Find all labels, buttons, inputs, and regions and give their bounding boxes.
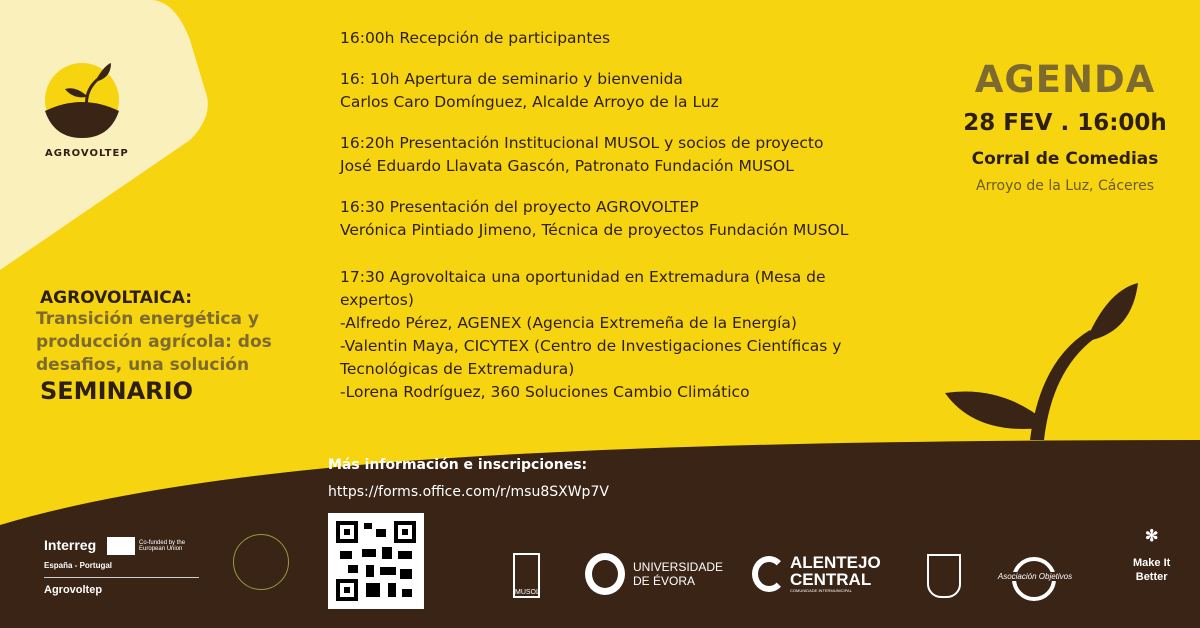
info-label: Más información e inscripciones: [328,457,588,473]
subtitle-line: Transición energética y [36,309,259,329]
agenda-time-title: 16:20h Presentación Institucional MUSOL y socios de proyecto [340,134,824,152]
agenda-line: expertos) [340,291,414,309]
agenda-line: -Alfredo Pérez, AGENEX (Agencia Extremeña de la Energía) [340,314,797,332]
seminar-kicker: AGROVOLTAICA: [40,288,193,308]
seminar-subtitle [36,308,272,377]
agenda-item [340,266,848,404]
agenda-list [340,27,848,422]
event-date: 28 FEV . 16:00h [963,110,1167,136]
interreg-text: Interreg [44,537,97,554]
region-text: España - Portugal [44,561,113,571]
agenda-speaker: Carlos Caro Domínguez, Alcalde Arroyo de la Luz [340,93,719,111]
evora-line: DE ÉVORA [633,574,696,588]
alentejo-line: CENTRAL [790,570,872,589]
agenda-line: -Lorena Rodríguez, 360 Soluciones Cambio Climático [340,383,750,401]
agenda-item [340,196,848,242]
agenda-heading: AGENDA [974,58,1156,101]
alentejo-icon [752,556,786,592]
qr-code-icon [336,521,416,601]
registration-link[interactable]: https://forms.office.com/r/msu8SXWp7V [328,484,609,500]
agenda-line: -Valentin Maya, CICYTEX (Centro de Investigaciones Científicas y [340,337,842,355]
objetivos-logo [992,557,1078,581]
evora-line: UNIVERSIDADE [633,560,724,574]
butterfly-icon: ✻ [1144,528,1159,545]
agenda-time-title: 16: 10h Apertura de seminario y bienvenida [340,70,683,88]
agenda-item [340,132,848,178]
event-venue: Corral de Comedias [971,149,1159,169]
makeitbetter-logo [1133,530,1170,584]
agenda-time-title: 16:30 Presentación del proyecto AGROVOLTEP [340,198,699,216]
subtitle-line: desafios, una solución [36,355,250,375]
event-place: Arroyo de la Luz, Cáceres [976,178,1154,194]
musol-logo [513,553,540,598]
agenda-speaker: José Eduardo Llavata Gascón, Patronato Fundación MUSOL [340,157,794,175]
evora-icon [585,553,625,595]
agenda-speaker: Verónica Pintiado Jimeno, Técnica de proyectos Fundación MUSOL [340,221,849,239]
makeit-line: Make It [1133,557,1171,569]
evora-logo [585,553,723,595]
eu-flag-icon [107,537,135,555]
brown-ground [0,440,1200,628]
musol-text: MUSOL [515,589,540,596]
municipal-shield-icon [927,554,961,598]
subtitle-line: producción agrícola: dos [36,332,272,352]
agenda-item [340,27,848,50]
qr-code[interactable] [328,513,424,609]
logo-text: AGROVOLTEP [45,148,129,159]
windmill-logo-icon [233,534,289,590]
alentejo-line: ALENTEJO [790,553,881,572]
seminar-title [36,288,272,405]
alentejo-sub: COMUNIDADE INTERMUNICIPAL [790,588,852,593]
seminar-type: SEMINARIO [40,377,193,405]
makeit-line: Better [1135,571,1168,583]
alentejo-logo [752,554,881,594]
agrovoltep-logo [45,63,129,159]
agenda-line: Tecnológicas de Extremadura) [340,360,575,378]
project-text: Agrovoltep [44,584,103,597]
interreg-logo [44,537,199,596]
agenda-item [340,68,848,114]
agenda-line: 17:30 Agrovoltaica una oportunidad en Extremadura (Mesa de [340,268,826,286]
agenda-time-title: 16:00h Recepción de participantes [340,29,611,47]
objetivos-text: Asociación Objetivos [992,572,1078,581]
eu-text: Co-funded by the European Union [139,540,186,552]
sprout-logo-icon [45,63,120,138]
sprout-icon [945,283,1138,440]
